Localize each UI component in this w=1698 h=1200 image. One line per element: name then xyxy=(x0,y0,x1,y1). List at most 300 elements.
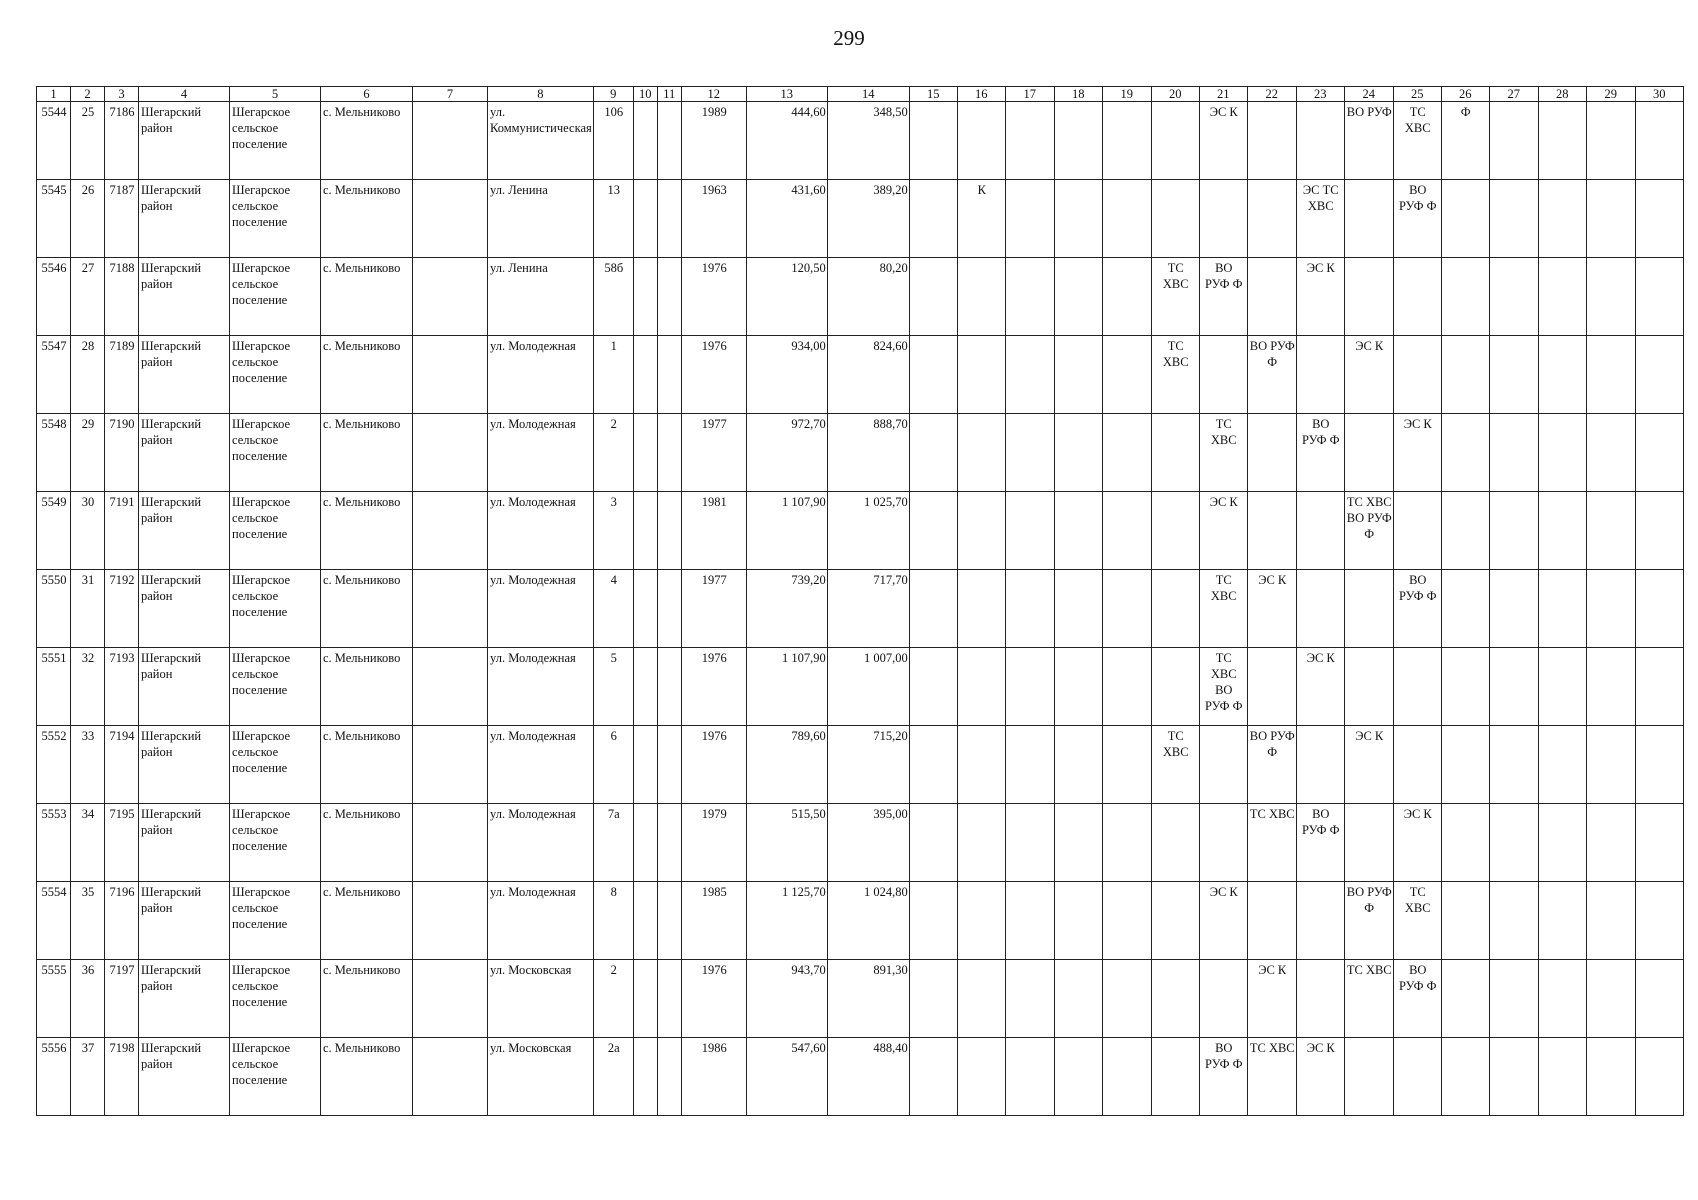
table-row xyxy=(37,882,1684,960)
table-cell: 1 024,80 xyxy=(827,882,909,960)
table-cell xyxy=(1296,336,1344,414)
table-cell: 389,20 xyxy=(827,180,909,258)
column-header: 17 xyxy=(1005,87,1054,102)
table-cell xyxy=(1102,570,1151,648)
table-cell: с. Мельниково xyxy=(321,492,413,570)
table-cell xyxy=(1586,960,1635,1038)
table-cell xyxy=(1635,102,1683,180)
table-cell xyxy=(633,258,657,336)
table-cell xyxy=(1296,492,1344,570)
table-cell: 5555 xyxy=(37,960,71,1038)
table-cell xyxy=(1005,882,1054,960)
table-cell xyxy=(1489,804,1538,882)
table-cell: 7187 xyxy=(105,180,139,258)
table-row xyxy=(37,648,1684,726)
table-cell: 972,70 xyxy=(746,414,827,492)
table-cell: ул. Молодежная xyxy=(488,570,594,648)
table-cell xyxy=(1151,414,1199,492)
table-cell xyxy=(1393,336,1441,414)
table-cell: Шегарский район xyxy=(139,726,230,804)
table-cell xyxy=(1441,570,1489,648)
table-cell xyxy=(1102,336,1151,414)
table-cell: с. Мельниково xyxy=(321,258,413,336)
table-cell xyxy=(1441,960,1489,1038)
table-cell: ул. Молодежная xyxy=(488,648,594,726)
table-cell: с. Мельниково xyxy=(321,1038,413,1116)
table-cell xyxy=(1151,180,1199,258)
table-cell xyxy=(1635,804,1683,882)
table-cell xyxy=(657,180,681,258)
table-cell xyxy=(657,570,681,648)
table-cell: 25 xyxy=(71,102,105,180)
table-cell: 5545 xyxy=(37,180,71,258)
table-cell xyxy=(957,882,1005,960)
table-cell xyxy=(957,726,1005,804)
table-cell: ул. Молодежная xyxy=(488,882,594,960)
table-cell: 1981 xyxy=(681,492,746,570)
table-cell: Шегарский район xyxy=(139,648,230,726)
table-cell: 5 xyxy=(593,648,633,726)
table-cell: 35 xyxy=(71,882,105,960)
table-cell xyxy=(1538,570,1586,648)
table-cell xyxy=(1296,102,1344,180)
table-cell xyxy=(1635,882,1683,960)
table-cell: 1976 xyxy=(681,726,746,804)
table-cell xyxy=(1586,804,1635,882)
table-cell xyxy=(1151,648,1199,726)
table-cell: Шегарское сельское поселение xyxy=(230,570,321,648)
column-header: 4 xyxy=(139,87,230,102)
table-cell: 7192 xyxy=(105,570,139,648)
table-cell: 1989 xyxy=(681,102,746,180)
table-cell: Шегарский район xyxy=(139,882,230,960)
table-cell: ВО РУФ Ф xyxy=(1296,804,1344,882)
table-cell xyxy=(1489,102,1538,180)
table-cell xyxy=(1199,726,1247,804)
table-cell xyxy=(633,414,657,492)
table-cell: 515,50 xyxy=(746,804,827,882)
table-cell: 30 xyxy=(71,492,105,570)
column-header: 14 xyxy=(827,87,909,102)
table-cell xyxy=(1489,414,1538,492)
table-cell: 715,20 xyxy=(827,726,909,804)
table-cell: ЭС К xyxy=(1199,492,1247,570)
column-header: 25 xyxy=(1393,87,1441,102)
table-cell: 1977 xyxy=(681,414,746,492)
table-cell: 395,00 xyxy=(827,804,909,882)
table-cell: 1963 xyxy=(681,180,746,258)
table-cell xyxy=(1005,414,1054,492)
table-cell xyxy=(1054,102,1102,180)
column-header: 10 xyxy=(633,87,657,102)
table-cell: ВО РУФ Ф xyxy=(1393,570,1441,648)
table-cell xyxy=(1247,258,1296,336)
table-cell xyxy=(1489,258,1538,336)
table-cell xyxy=(1538,1038,1586,1116)
table-cell xyxy=(909,570,957,648)
column-header: 9 xyxy=(593,87,633,102)
table-cell xyxy=(657,414,681,492)
table-cell: 7194 xyxy=(105,726,139,804)
table-cell: 7193 xyxy=(105,648,139,726)
table-cell xyxy=(1635,960,1683,1038)
table-cell xyxy=(1102,882,1151,960)
table-cell xyxy=(1005,258,1054,336)
table-cell: 717,70 xyxy=(827,570,909,648)
table-cell xyxy=(633,336,657,414)
table-cell: ТС ХВС xyxy=(1151,258,1199,336)
table-cell xyxy=(1344,570,1393,648)
table-cell xyxy=(909,804,957,882)
table-cell xyxy=(413,414,488,492)
table-cell: 739,20 xyxy=(746,570,827,648)
table-cell: ВО РУФ Ф xyxy=(1199,258,1247,336)
column-header: 23 xyxy=(1296,87,1344,102)
table-cell: 943,70 xyxy=(746,960,827,1038)
table-cell xyxy=(1005,960,1054,1038)
table-cell xyxy=(1054,336,1102,414)
table-cell xyxy=(1489,570,1538,648)
table-cell xyxy=(1393,726,1441,804)
table-row xyxy=(37,1038,1684,1116)
table-cell: ТС ХВС xyxy=(1199,570,1247,648)
table-cell: 1 107,90 xyxy=(746,648,827,726)
table-cell: ТС ХВС xyxy=(1199,414,1247,492)
table-cell xyxy=(1489,960,1538,1038)
table-cell xyxy=(1441,1038,1489,1116)
table-cell xyxy=(1538,102,1586,180)
table-cell xyxy=(1635,492,1683,570)
table-cell xyxy=(1199,336,1247,414)
table-cell xyxy=(1538,258,1586,336)
table-cell xyxy=(1586,726,1635,804)
table-cell: 2 xyxy=(593,960,633,1038)
table-cell xyxy=(413,180,488,258)
table-cell: 5553 xyxy=(37,804,71,882)
table-cell: ТС ХВС ВО РУФ Ф xyxy=(1344,492,1393,570)
table-cell: К xyxy=(957,180,1005,258)
table-cell xyxy=(1344,180,1393,258)
table-cell: 31 xyxy=(71,570,105,648)
table-cell xyxy=(657,960,681,1038)
table-cell xyxy=(1199,960,1247,1038)
table-cell xyxy=(413,492,488,570)
table-cell xyxy=(1586,648,1635,726)
table-cell xyxy=(1441,492,1489,570)
table-cell xyxy=(657,882,681,960)
table-cell xyxy=(413,726,488,804)
table-cell xyxy=(1441,414,1489,492)
table-cell: 1976 xyxy=(681,336,746,414)
table-cell: 1976 xyxy=(681,648,746,726)
table-cell: ЭС К xyxy=(1296,1038,1344,1116)
table-cell xyxy=(957,648,1005,726)
table-cell xyxy=(1054,1038,1102,1116)
table-cell xyxy=(1441,804,1489,882)
column-header: 29 xyxy=(1586,87,1635,102)
table-row xyxy=(37,726,1684,804)
table-cell: 28 xyxy=(71,336,105,414)
table-cell xyxy=(657,102,681,180)
table-cell: ЭС К xyxy=(1296,648,1344,726)
table-cell xyxy=(1344,258,1393,336)
table-cell xyxy=(1586,414,1635,492)
table-cell: Шегарское сельское поселение xyxy=(230,336,321,414)
table-cell xyxy=(1538,960,1586,1038)
table-cell xyxy=(413,258,488,336)
table-cell xyxy=(1538,882,1586,960)
table-cell xyxy=(1005,648,1054,726)
table-cell xyxy=(1102,180,1151,258)
column-header: 27 xyxy=(1489,87,1538,102)
table-cell xyxy=(957,336,1005,414)
table-cell: 2 xyxy=(593,414,633,492)
table-row xyxy=(37,180,1684,258)
table-cell xyxy=(1247,102,1296,180)
table-cell xyxy=(957,570,1005,648)
table-cell xyxy=(1586,492,1635,570)
table-cell: 29 xyxy=(71,414,105,492)
table-cell xyxy=(1586,570,1635,648)
column-header: 3 xyxy=(105,87,139,102)
table-cell xyxy=(909,414,957,492)
table-cell xyxy=(1489,336,1538,414)
table-cell xyxy=(909,1038,957,1116)
column-header: 16 xyxy=(957,87,1005,102)
table-cell: 5550 xyxy=(37,570,71,648)
table-cell: 7196 xyxy=(105,882,139,960)
table-cell: 789,60 xyxy=(746,726,827,804)
table-cell: 7198 xyxy=(105,1038,139,1116)
table-cell xyxy=(1102,102,1151,180)
table-cell: Шегарский район xyxy=(139,960,230,1038)
table-cell xyxy=(1538,648,1586,726)
table-cell xyxy=(1247,882,1296,960)
table-cell: 1985 xyxy=(681,882,746,960)
table-cell: ТС ХВС xyxy=(1247,804,1296,882)
table-cell xyxy=(1489,1038,1538,1116)
table-cell xyxy=(909,960,957,1038)
table-cell: 34 xyxy=(71,804,105,882)
column-header: 20 xyxy=(1151,87,1199,102)
table-row xyxy=(37,414,1684,492)
table-cell xyxy=(909,180,957,258)
column-header: 13 xyxy=(746,87,827,102)
table-cell xyxy=(1054,414,1102,492)
column-header: 6 xyxy=(321,87,413,102)
table-cell: Шегарский район xyxy=(139,180,230,258)
table-cell xyxy=(657,1038,681,1116)
table-cell xyxy=(1393,492,1441,570)
table-cell xyxy=(413,804,488,882)
table-cell: ВО РУФ xyxy=(1344,102,1393,180)
table-cell: ВО РУФ Ф xyxy=(1247,726,1296,804)
table-cell xyxy=(633,492,657,570)
table-cell: ВО РУФ Ф xyxy=(1393,180,1441,258)
table-cell: Шегарское сельское поселение xyxy=(230,102,321,180)
table-cell: Шегарское сельское поселение xyxy=(230,414,321,492)
table-cell xyxy=(1441,258,1489,336)
table-cell: 7195 xyxy=(105,804,139,882)
table-cell: ТС ХВС xyxy=(1151,726,1199,804)
table-cell: ТС ХВС xyxy=(1344,960,1393,1038)
table-cell xyxy=(1151,882,1199,960)
table-cell: 7191 xyxy=(105,492,139,570)
table-cell xyxy=(1247,492,1296,570)
column-header: 19 xyxy=(1102,87,1151,102)
column-header: 12 xyxy=(681,87,746,102)
table-cell xyxy=(633,960,657,1038)
table-cell: 13 xyxy=(593,180,633,258)
table-cell xyxy=(1102,492,1151,570)
table-cell: ул. Молодежная xyxy=(488,414,594,492)
table-cell: ЭС ТС ХВС xyxy=(1296,180,1344,258)
table-cell: 1 025,70 xyxy=(827,492,909,570)
table-cell xyxy=(1102,414,1151,492)
table-cell xyxy=(1102,1038,1151,1116)
table-cell: ЭС К xyxy=(1296,258,1344,336)
table-cell xyxy=(1102,804,1151,882)
table-cell: Шегарское сельское поселение xyxy=(230,648,321,726)
table-cell xyxy=(413,336,488,414)
page-number: 299 xyxy=(833,26,865,50)
table-cell xyxy=(1489,882,1538,960)
table-cell xyxy=(1005,726,1054,804)
table-cell: ВО РУФ Ф xyxy=(1199,1038,1247,1116)
table-cell xyxy=(909,882,957,960)
table-cell: Шегарский район xyxy=(139,414,230,492)
table-cell: 1 xyxy=(593,336,633,414)
table-cell: 431,60 xyxy=(746,180,827,258)
table-cell xyxy=(1393,258,1441,336)
table-cell xyxy=(1586,882,1635,960)
table-cell xyxy=(1054,882,1102,960)
table-cell: 80,20 xyxy=(827,258,909,336)
table-cell xyxy=(1344,414,1393,492)
table-cell: с. Мельниково xyxy=(321,336,413,414)
column-header: 28 xyxy=(1538,87,1586,102)
table-cell xyxy=(957,414,1005,492)
table-cell xyxy=(1489,726,1538,804)
table-cell: 348,50 xyxy=(827,102,909,180)
table-cell: Шегарское сельское поселение xyxy=(230,258,321,336)
table-cell xyxy=(1344,1038,1393,1116)
table-cell xyxy=(1296,726,1344,804)
table-cell xyxy=(1005,102,1054,180)
table-cell xyxy=(1247,180,1296,258)
table-cell: 58б xyxy=(593,258,633,336)
table-cell xyxy=(1586,336,1635,414)
table-cell xyxy=(633,180,657,258)
table-cell: Шегарское сельское поселение xyxy=(230,882,321,960)
table-cell xyxy=(1054,804,1102,882)
table-cell xyxy=(633,570,657,648)
column-header: 7 xyxy=(413,87,488,102)
table-cell xyxy=(1635,648,1683,726)
table-row xyxy=(37,570,1684,648)
table-cell xyxy=(1054,258,1102,336)
table-cell xyxy=(1054,492,1102,570)
table-cell: ЭС К xyxy=(1199,882,1247,960)
table-cell: Шегарский район xyxy=(139,258,230,336)
table-cell xyxy=(1151,1038,1199,1116)
table-cell: с. Мельниково xyxy=(321,882,413,960)
table-cell xyxy=(1441,648,1489,726)
table-cell: 3 xyxy=(593,492,633,570)
registry-table xyxy=(36,86,1684,1116)
table-cell xyxy=(1005,336,1054,414)
table-cell: с. Мельниково xyxy=(321,180,413,258)
table-cell xyxy=(1538,336,1586,414)
table-cell xyxy=(957,258,1005,336)
table-cell: 32 xyxy=(71,648,105,726)
table-cell: с. Мельниково xyxy=(321,726,413,804)
table-cell xyxy=(413,1038,488,1116)
table-cell xyxy=(1635,570,1683,648)
table-cell: Шегарское сельское поселение xyxy=(230,804,321,882)
table-cell: 5544 xyxy=(37,102,71,180)
table-cell: 26 xyxy=(71,180,105,258)
table-cell xyxy=(1586,1038,1635,1116)
table-cell xyxy=(1586,180,1635,258)
table-cell: 891,30 xyxy=(827,960,909,1038)
table-cell xyxy=(657,336,681,414)
table-cell xyxy=(957,1038,1005,1116)
table-cell: ул. Молодежная xyxy=(488,726,594,804)
table-cell: ул. Ленина xyxy=(488,258,594,336)
table-cell: 1 007,00 xyxy=(827,648,909,726)
table-cell: Шегарский район xyxy=(139,804,230,882)
table-cell: с. Мельниково xyxy=(321,414,413,492)
table-cell xyxy=(657,726,681,804)
table-cell: 824,60 xyxy=(827,336,909,414)
table-cell xyxy=(1151,960,1199,1038)
table-cell: ул. Московская xyxy=(488,1038,594,1116)
table-cell xyxy=(909,648,957,726)
table-cell: 37 xyxy=(71,1038,105,1116)
table-cell: 5552 xyxy=(37,726,71,804)
table-cell: 444,60 xyxy=(746,102,827,180)
table-cell xyxy=(957,804,1005,882)
table-cell xyxy=(657,804,681,882)
table-cell: 7188 xyxy=(105,258,139,336)
table-row xyxy=(37,102,1684,180)
table-cell: 5554 xyxy=(37,882,71,960)
column-header: 11 xyxy=(657,87,681,102)
table-cell xyxy=(1441,180,1489,258)
table-cell: ВО РУФ Ф xyxy=(1344,882,1393,960)
table-cell xyxy=(1441,726,1489,804)
table-cell xyxy=(1151,570,1199,648)
table-cell: ул. Московская xyxy=(488,960,594,1038)
table-cell xyxy=(1005,180,1054,258)
table-cell xyxy=(1005,492,1054,570)
table-cell xyxy=(1344,648,1393,726)
table-cell xyxy=(1635,1038,1683,1116)
table-cell xyxy=(909,102,957,180)
table-cell: ул. Ленина xyxy=(488,180,594,258)
table-cell: с. Мельниково xyxy=(321,960,413,1038)
table-cell: ЭС К xyxy=(1199,102,1247,180)
table-cell xyxy=(909,336,957,414)
table-cell xyxy=(1635,726,1683,804)
table-cell: с. Мельниково xyxy=(321,648,413,726)
table-cell: 1 107,90 xyxy=(746,492,827,570)
table-cell xyxy=(657,648,681,726)
table-cell xyxy=(1344,804,1393,882)
table-cell xyxy=(1005,1038,1054,1116)
table-row xyxy=(37,804,1684,882)
